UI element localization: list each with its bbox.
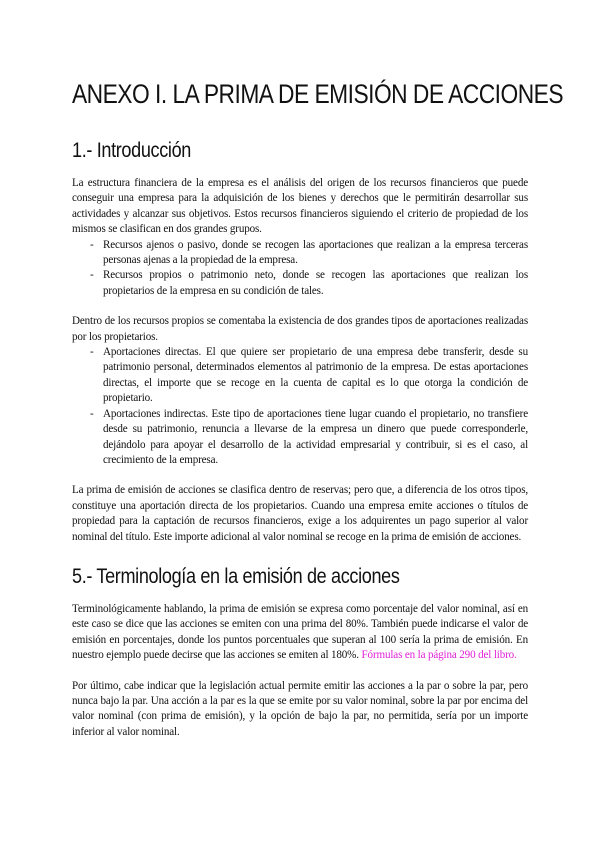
- list-item-text: Recursos ajenos o pasivo, donde se recogen las aportaciones que realizan a la empresa terceras personas ajenas a la propiedad de la empresa.: [103, 238, 528, 267]
- list-dash: -: [90, 346, 94, 359]
- list-dash: -: [90, 238, 94, 251]
- section-heading-introduccion: 1.- Introducción: [72, 139, 191, 162]
- intro-paragraph-1: La estructura financiera de la empresa es el análisis del origen de los recursos financieros que puede conseguir una empresa para la adquisición de los bienes y derechos que le permitirán desarrollar sus actividades y alcanzar sus objetivos. Estos recursos financieros siguiendo el criterio de propiedad de los mismos se clasifican en dos grandes grupos.: [72, 177, 528, 236]
- terminologia-paragraph-1: [72, 602, 528, 664]
- terminologia-paragraph-2: Por último, cabe indicar que la legislación actual permite emitir las acciones a la par o sobre la par, pero nunca bajo la par. Una acción a la par es la que se emite por su valor nominal, sobre la par por encima del valor nominal (con prima de emisión), y la opción de bajo la par, no permitida, sería por un importe inferior al valor nominal.: [72, 679, 528, 738]
- intro-paragraph-3: La prima de emisión de acciones se clasifica dentro de reservas; pero que, a diferencia de los otros tipos, constituye una aportación directa de los propietarios. Cuando una empresa emite acciones o títulos de propiedad para la captación de recursos financieros, exige a los adquirentes un pago superior al valor nominal del título. Este importe adicional al valor nominal se recoge en la prima de emisión de acciones.: [72, 484, 528, 543]
- page-title: ANEXO I. LA PRIMA DE EMISIÓN DE ACCIONES: [72, 79, 564, 109]
- list-item: [90, 407, 528, 469]
- aportaciones-list: [72, 345, 528, 468]
- list-dash: -: [90, 407, 94, 420]
- list-item: [90, 268, 528, 299]
- list-item-text: Recursos propios o patrimonio neto, donde se recogen las aportaciones que realizan los propietarios de la empresa en su condición de tales.: [103, 269, 528, 297]
- intro-paragraph-2: Dentro de los recursos propios se comentaba la existencia de dos grandes tipos de aportaciones realizadas por los propietarios.: [72, 315, 528, 343]
- formulas-reference-link[interactable]: Fórmulas en la página 290 del libro.: [361, 649, 517, 662]
- terminologia-paragraph-1-text: Terminológicamente hablando, la prima de emisión se expresa como porcentaje del valor nominal, así en este caso se dice que las acciones se emiten con una prima del 80%. También puede indicarse el valor de emisión en porcentajes, donde los puntos porcentuales que superan al 100 sería la prima de emisión. En nuestro ejemplo puede decirse que las acciones se emiten al 180%.: [72, 602, 528, 662]
- list-item: [90, 238, 528, 269]
- list-item-text: Aportaciones indirectas. Este tipo de aportaciones tiene lugar cuando el propietario, no transfiere desde su patrimonio, renuncia a llevarse de la empresa un dinero que puede corresponderle, dejándolo para apoyar el desarrollo de la actividad empresarial y contribuir, si es el caso, al crecimiento de la empresa.: [103, 407, 528, 466]
- list-item: [90, 345, 528, 407]
- list-dash: -: [90, 269, 94, 282]
- recursos-list: [72, 238, 528, 300]
- section-heading-terminologia: 5.- Terminología en la emisión de acciones: [72, 564, 400, 588]
- document-body: [72, 78, 564, 740]
- list-item-text: Aportaciones directas. El que quiere ser propietario de una empresa debe transferir, desde su patrimonio personal, determinados elementos al patrimonio de la empresa. De estas aportaciones directas, el importe que se recoge en la cuenta de capital es lo que otorga la condición de propietario.: [103, 346, 528, 405]
